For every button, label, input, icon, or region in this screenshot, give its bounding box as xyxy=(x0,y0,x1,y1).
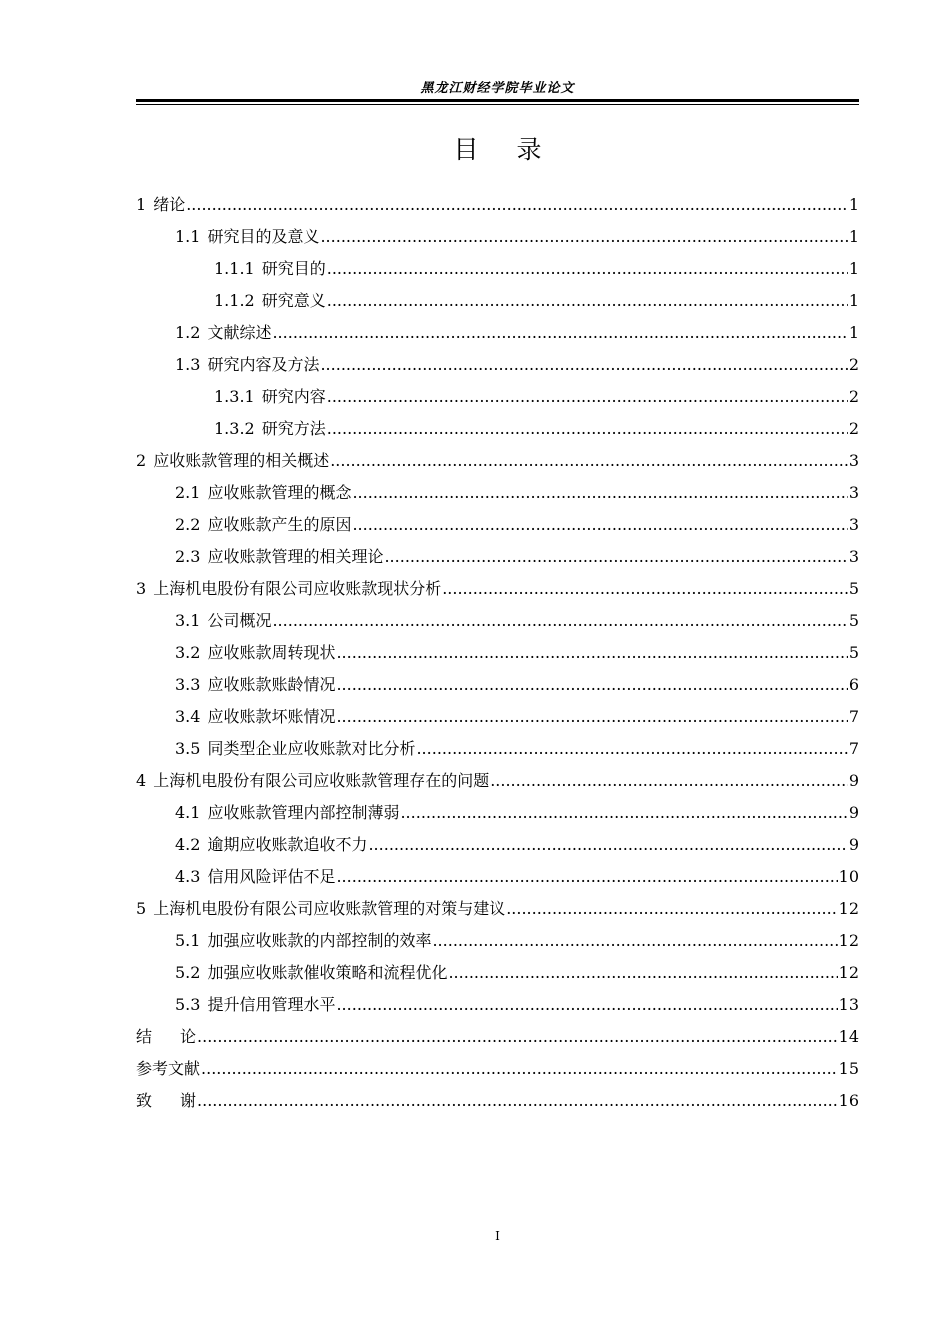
running-header: 黑龙江财经学院毕业论文 xyxy=(420,81,575,96)
toc-entry-title: 加强应收账款的内部控制的效率 xyxy=(207,931,432,950)
toc-entry[interactable] xyxy=(136,957,859,989)
toc-entry[interactable] xyxy=(136,861,859,893)
toc-entry-page: 3 xyxy=(848,547,859,566)
toc-dot-leader xyxy=(327,381,848,413)
toc-entry-title: 应收账款周转现状 xyxy=(207,643,336,662)
toc-dot-leader xyxy=(272,605,847,637)
toc-entry-label xyxy=(175,221,319,253)
toc-entry-number: 3.5 xyxy=(175,739,201,758)
toc-entry-page: 15 xyxy=(838,1059,859,1078)
toc-entry[interactable] xyxy=(136,445,859,477)
toc-entry[interactable] xyxy=(136,1053,859,1085)
toc-entry-number: 2.3 xyxy=(175,547,201,566)
toc-entry-page: 5 xyxy=(848,643,859,662)
toc-entry[interactable] xyxy=(136,509,859,541)
toc-entry-title: 应收账款管理内部控制薄弱 xyxy=(207,803,400,822)
toc-entry-page: 1 xyxy=(848,195,859,214)
toc-entry[interactable] xyxy=(136,669,859,701)
toc-dot-leader xyxy=(186,189,848,221)
toc-entry-title: 信用风险评估不足 xyxy=(207,867,336,886)
toc-entry[interactable] xyxy=(136,381,859,413)
toc-entry-title: 上海机电股份有限公司应收账款现状分析 xyxy=(153,579,442,598)
toc-entry-label xyxy=(136,1021,225,1053)
toc-entry-label xyxy=(136,893,505,925)
header-rule-thin xyxy=(136,104,859,105)
toc-entry[interactable] xyxy=(136,189,859,221)
toc-entry[interactable] xyxy=(136,349,859,381)
toc-entry-page: 1 xyxy=(848,259,859,278)
toc-entry[interactable] xyxy=(136,477,859,509)
toc-entry-number: 5.1 xyxy=(175,931,201,950)
toc-entry-title: 同类型企业应收账款对比分析 xyxy=(207,739,416,758)
toc-entry-page: 1 xyxy=(848,323,859,342)
toc-entry-title: 参考文献 xyxy=(136,1059,201,1078)
toc-entry-page: 13 xyxy=(838,995,859,1014)
toc-entry-label xyxy=(175,733,415,765)
toc-entry-number: 3 xyxy=(136,579,147,598)
toc-entry-title: 应收账款管理的概念 xyxy=(207,483,352,502)
toc-entry-page: 6 xyxy=(848,675,859,694)
toc-entry-page: 2 xyxy=(848,419,859,438)
toc-entry-label xyxy=(175,317,271,349)
toc-entry-label xyxy=(175,797,399,829)
table-of-contents xyxy=(136,189,859,1117)
toc-entry-label xyxy=(136,189,185,221)
toc-entry-number: 5 xyxy=(136,899,147,918)
toc-entry-page: 9 xyxy=(848,803,859,822)
toc-entry-title: 逾期应收账款追收不力 xyxy=(207,835,368,854)
toc-dot-leader xyxy=(352,509,847,541)
toc-entry-label xyxy=(175,989,335,1021)
toc-dot-leader xyxy=(400,797,847,829)
toc-entry-label xyxy=(175,925,431,957)
toc-entry-title: 上海机电股份有限公司应收账款管理的对策与建议 xyxy=(153,899,506,918)
toc-entry-label xyxy=(175,509,351,541)
toc-entry-page: 5 xyxy=(848,611,859,630)
toc-entry[interactable] xyxy=(136,893,859,925)
toc-dot-leader xyxy=(336,637,847,669)
toc-entry[interactable] xyxy=(136,701,859,733)
toc-entry[interactable] xyxy=(136,797,859,829)
toc-entry-number: 1.1.2 xyxy=(214,291,255,310)
toc-entry-title: 研究目的及意义 xyxy=(207,227,320,246)
toc-entry-number: 1.3.2 xyxy=(214,419,255,438)
toc-entry-label xyxy=(175,605,271,637)
toc-entry-number: 1.2 xyxy=(175,323,201,342)
toc-entry-label xyxy=(175,701,335,733)
toc-title: 目录 xyxy=(453,135,580,164)
toc-dot-leader xyxy=(506,893,837,925)
toc-dot-leader xyxy=(352,477,847,509)
toc-dot-leader xyxy=(197,1021,838,1053)
toc-entry[interactable] xyxy=(136,317,859,349)
toc-entry-page: 5 xyxy=(848,579,859,598)
toc-entry-label xyxy=(175,541,383,573)
toc-entry-number: 1.1.1 xyxy=(214,259,255,278)
toc-entry-title: 公司概况 xyxy=(207,611,272,630)
toc-entry[interactable] xyxy=(136,413,859,445)
toc-entry[interactable] xyxy=(136,1085,859,1117)
toc-entry-page: 2 xyxy=(848,355,859,374)
toc-entry-title: 文献综述 xyxy=(207,323,272,342)
toc-entry-page: 1 xyxy=(848,227,859,246)
toc-entry-title: 致谢 xyxy=(136,1091,225,1110)
toc-entry-number: 1.3 xyxy=(175,355,201,374)
toc-entry[interactable] xyxy=(136,637,859,669)
toc-entry-label xyxy=(175,829,367,861)
toc-entry-title: 应收账款产生的原因 xyxy=(207,515,352,534)
toc-entry-page: 3 xyxy=(848,515,859,534)
toc-dot-leader xyxy=(327,413,848,445)
toc-entry-title: 上海机电股份有限公司应收账款管理存在的问题 xyxy=(153,771,490,790)
toc-entry-page: 10 xyxy=(838,867,859,886)
toc-dot-leader xyxy=(336,669,847,701)
toc-entry-label xyxy=(214,253,326,285)
toc-entry-number: 2.2 xyxy=(175,515,201,534)
toc-entry[interactable] xyxy=(136,573,859,605)
toc-entry-title: 提升信用管理水平 xyxy=(207,995,336,1014)
toc-entry-label xyxy=(214,285,326,317)
toc-entry[interactable] xyxy=(136,285,859,317)
toc-entry-number: 4.2 xyxy=(175,835,201,854)
toc-entry-page: 9 xyxy=(848,771,859,790)
toc-entry-label xyxy=(175,669,335,701)
toc-entry-page: 3 xyxy=(848,451,859,470)
toc-entry-label xyxy=(175,477,351,509)
toc-entry[interactable] xyxy=(136,829,859,861)
toc-entry[interactable] xyxy=(136,1021,859,1053)
toc-dot-leader xyxy=(336,701,847,733)
toc-entry-title: 结论 xyxy=(136,1027,225,1046)
toc-dot-leader xyxy=(336,861,837,893)
toc-entry-number: 1 xyxy=(136,195,147,214)
toc-entry-page: 12 xyxy=(838,899,859,918)
toc-dot-leader xyxy=(201,1053,838,1085)
toc-dot-leader xyxy=(320,349,847,381)
toc-entry[interactable] xyxy=(136,765,859,797)
toc-entry[interactable] xyxy=(136,605,859,637)
toc-dot-leader xyxy=(490,765,848,797)
page-number: I xyxy=(495,1229,500,1243)
toc-dot-leader xyxy=(327,253,848,285)
toc-entry[interactable] xyxy=(136,253,859,285)
toc-dot-leader xyxy=(197,1085,838,1117)
toc-entry-page: 9 xyxy=(848,835,859,854)
toc-entry-label xyxy=(136,445,329,477)
toc-entry[interactable] xyxy=(136,989,859,1021)
toc-entry-number: 5.3 xyxy=(175,995,201,1014)
toc-entry-page: 14 xyxy=(838,1027,859,1046)
toc-entry-page: 16 xyxy=(838,1091,859,1110)
toc-dot-leader xyxy=(336,989,837,1021)
toc-dot-leader xyxy=(442,573,848,605)
toc-entry[interactable] xyxy=(136,541,859,573)
toc-entry-page: 7 xyxy=(848,739,859,758)
toc-entry-page: 2 xyxy=(848,387,859,406)
toc-entry-title: 研究内容 xyxy=(261,387,326,406)
toc-entry-page: 12 xyxy=(838,963,859,982)
toc-entry-number: 3.4 xyxy=(175,707,201,726)
toc-entry-label xyxy=(214,381,326,413)
toc-entry-label xyxy=(136,573,441,605)
toc-entry-label xyxy=(175,349,319,381)
toc-entry-label xyxy=(175,957,447,989)
toc-entry-title: 研究内容及方法 xyxy=(207,355,320,374)
toc-entry-number: 3.1 xyxy=(175,611,201,630)
toc-entry[interactable] xyxy=(136,925,859,957)
toc-entry-title: 应收账款坏账情况 xyxy=(207,707,336,726)
toc-entry-page: 1 xyxy=(848,291,859,310)
toc-entry-title: 绪论 xyxy=(153,195,186,214)
toc-dot-leader xyxy=(272,317,847,349)
toc-dot-leader xyxy=(416,733,847,765)
toc-dot-leader xyxy=(320,221,847,253)
toc-entry-page: 12 xyxy=(838,931,859,950)
toc-dot-leader xyxy=(368,829,847,861)
toc-entry[interactable] xyxy=(136,221,859,253)
toc-dot-leader xyxy=(384,541,847,573)
toc-dot-leader xyxy=(327,285,848,317)
toc-entry-label xyxy=(136,765,489,797)
toc-entry-number: 2 xyxy=(136,451,147,470)
toc-entry-title: 研究意义 xyxy=(261,291,326,310)
toc-entry-number: 3.3 xyxy=(175,675,201,694)
toc-entry-title: 应收账款账龄情况 xyxy=(207,675,336,694)
toc-entry-title: 研究方法 xyxy=(261,419,326,438)
toc-dot-leader xyxy=(448,957,837,989)
header-rule-thick xyxy=(136,99,859,102)
toc-entry-page: 3 xyxy=(848,483,859,502)
toc-entry[interactable] xyxy=(136,733,859,765)
toc-entry-title: 研究目的 xyxy=(261,259,326,278)
toc-entry-label xyxy=(214,413,326,445)
toc-entry-number: 5.2 xyxy=(175,963,201,982)
toc-entry-number: 4.3 xyxy=(175,867,201,886)
toc-entry-title: 加强应收账款催收策略和流程优化 xyxy=(207,963,448,982)
toc-entry-number: 3.2 xyxy=(175,643,201,662)
toc-entry-number: 2.1 xyxy=(175,483,201,502)
toc-entry-label xyxy=(175,637,335,669)
toc-entry-label xyxy=(175,861,335,893)
toc-entry-number: 4.1 xyxy=(175,803,201,822)
toc-entry-title: 应收账款管理的相关概述 xyxy=(153,451,330,470)
toc-dot-leader xyxy=(330,445,848,477)
toc-entry-label xyxy=(136,1053,200,1085)
toc-entry-number: 1.1 xyxy=(175,227,201,246)
toc-entry-number: 4 xyxy=(136,771,147,790)
toc-entry-page: 7 xyxy=(848,707,859,726)
toc-entry-label xyxy=(136,1085,225,1117)
toc-entry-number: 1.3.1 xyxy=(214,387,255,406)
toc-entry-title: 应收账款管理的相关理论 xyxy=(207,547,384,566)
toc-dot-leader xyxy=(432,925,837,957)
